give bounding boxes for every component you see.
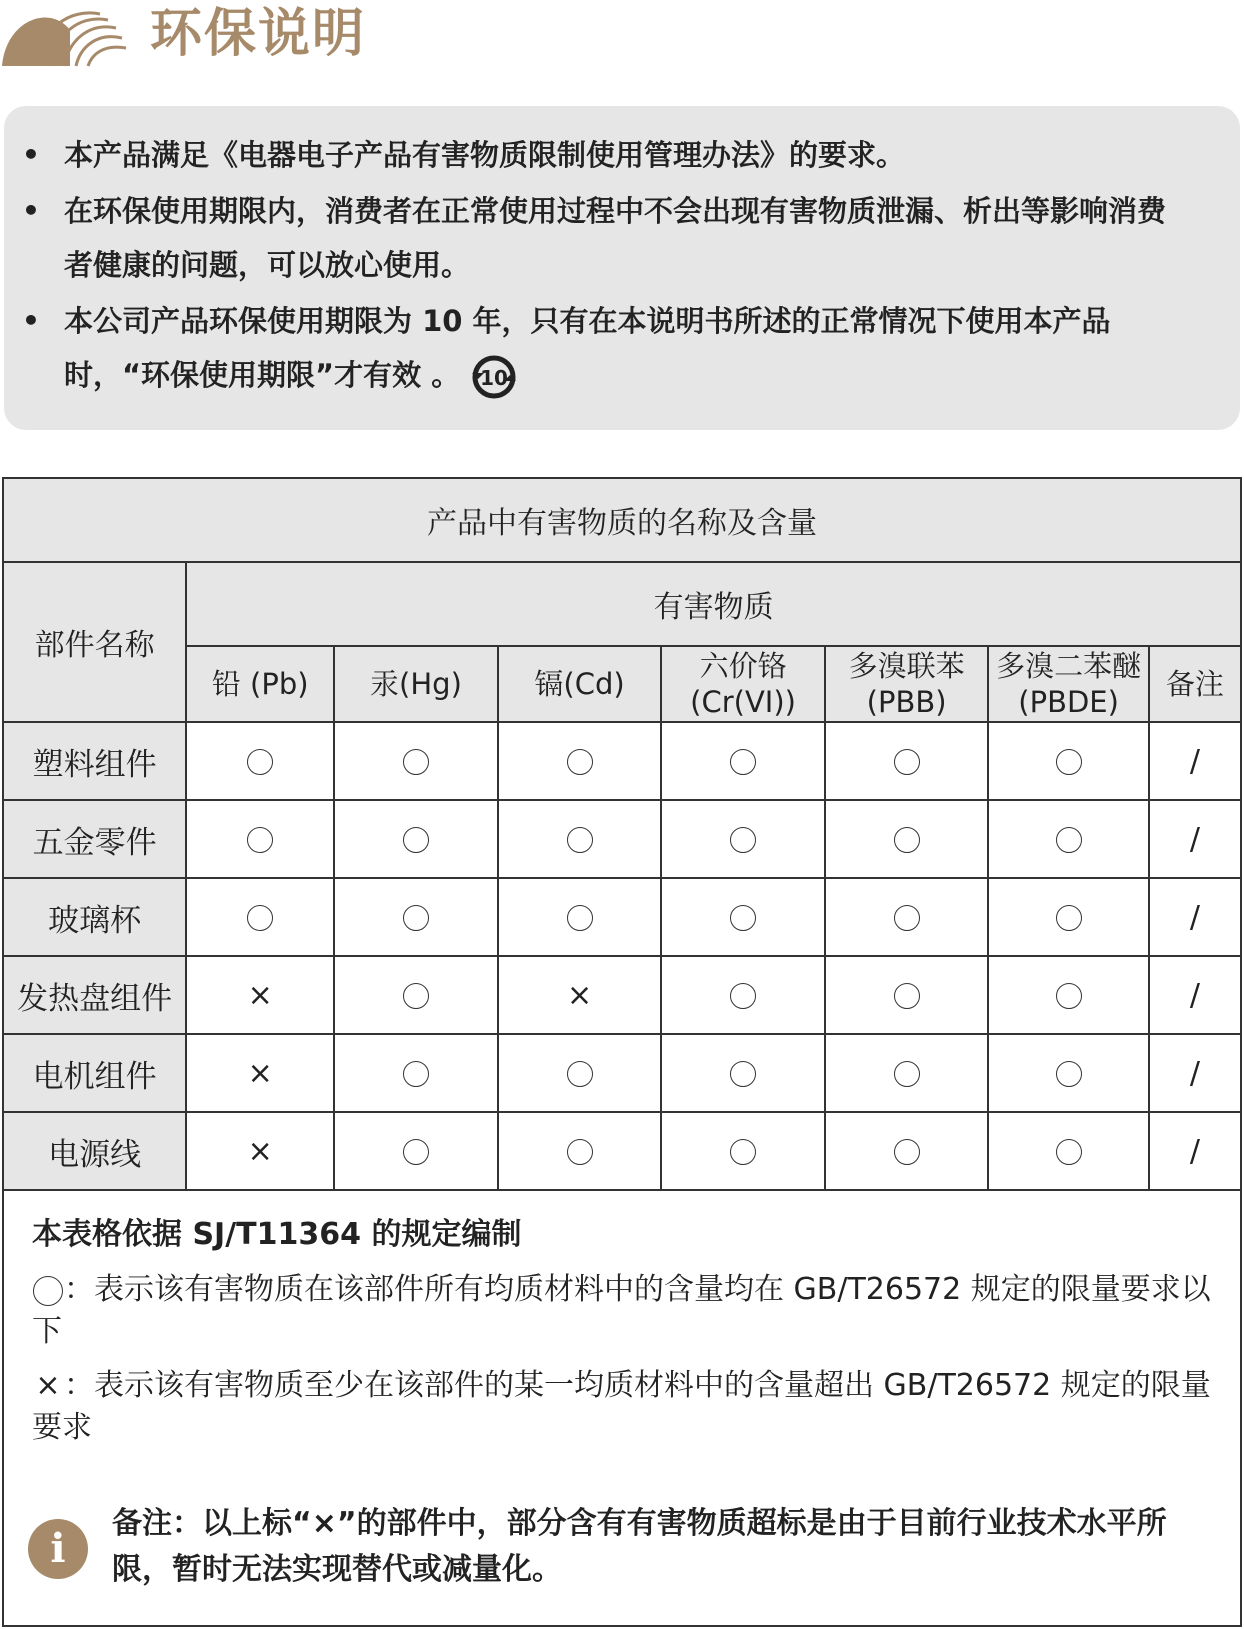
compliant-circle-icon	[186, 878, 334, 956]
circle-symbol-icon	[32, 1269, 64, 1311]
intro-list	[22, 128, 1180, 403]
table-row	[4, 956, 1240, 1034]
compliant-circle-icon	[988, 1112, 1148, 1190]
compliant-circle-icon	[825, 956, 989, 1034]
circle-legend: ：表示该有害物质在该部件所有均质材料中的含量均在 GB/T26572 规定的限量要求以下	[32, 1269, 1212, 1353]
compliant-circle-icon	[334, 800, 498, 878]
part-name-cell: 玻璃杯	[4, 878, 186, 956]
remark-cell: /	[1149, 1112, 1240, 1190]
intro-panel	[4, 106, 1240, 430]
compliant-circle-icon	[334, 956, 498, 1034]
part-name-cell: 塑料组件	[4, 722, 186, 800]
badge-number: 10	[480, 366, 509, 390]
exceeds-cross-mark: ×	[186, 956, 334, 1034]
bullet-icon: •	[22, 304, 40, 337]
table-row	[4, 800, 1240, 878]
page-header	[0, 0, 1244, 80]
table-caption: 产品中有害物质的名称及含量	[4, 479, 1240, 562]
table-row	[4, 878, 1240, 956]
brand-arc-logo-icon	[0, 0, 130, 70]
remark-cell: /	[1149, 1034, 1240, 1112]
column-header-pbb: 多溴联苯 (PBB)	[825, 646, 989, 722]
table-notes	[4, 1191, 1240, 1449]
compliant-circle-icon	[988, 878, 1148, 956]
remark-cell: /	[1149, 878, 1240, 956]
cross-symbol: ×	[35, 1368, 61, 1403]
exceeds-cross-mark: ×	[186, 1034, 334, 1112]
compliant-circle-icon	[988, 800, 1148, 878]
compliant-circle-icon	[498, 1034, 662, 1112]
column-header-cd: 镉(Cd)	[498, 646, 662, 722]
column-header-cr6: 六价铬 (Cr(VI))	[661, 646, 825, 722]
remark-box	[28, 1501, 1208, 1601]
column-header-pb: 铅 (Pb)	[186, 646, 334, 722]
part-name-cell: 五金零件	[4, 800, 186, 878]
compliant-circle-icon	[661, 800, 825, 878]
bullet-icon: •	[22, 194, 40, 227]
compliant-circle-icon	[825, 800, 989, 878]
compliant-circle-icon	[661, 722, 825, 800]
remark-text: 备注：以上标“×”的部件中，部分含有有害物质超标是由于目前行业技术水平所限，暂时无法实现替代或减量化。	[112, 1506, 1167, 1587]
hazardous-substance-group-header: 有害物质	[186, 562, 1240, 646]
compliant-circle-icon	[661, 1112, 825, 1190]
info-icon: i	[28, 1519, 88, 1579]
exceeds-cross-mark: ×	[498, 956, 662, 1034]
compliant-circle-icon	[334, 1034, 498, 1112]
compliant-circle-icon	[498, 800, 662, 878]
table-row	[4, 722, 1240, 800]
intro-item: • 本产品满足《电器电子产品有害物质限制使用管理办法》的要求。	[64, 128, 1180, 182]
remark-cell: /	[1149, 956, 1240, 1034]
hazardous-substance-table-frame	[2, 477, 1242, 1627]
compliant-circle-icon	[334, 878, 498, 956]
column-header-hg: 汞(Hg)	[334, 646, 498, 722]
column-header-pbde: 多溴二苯醚 (PBDE)	[988, 646, 1148, 722]
bullet-icon: •	[22, 138, 40, 171]
compliant-circle-icon	[498, 878, 662, 956]
compliant-circle-icon	[186, 800, 334, 878]
compliant-circle-icon	[988, 956, 1148, 1034]
compliant-circle-icon	[988, 722, 1148, 800]
remark-cell: /	[1149, 722, 1240, 800]
compliant-circle-icon	[661, 1034, 825, 1112]
compliant-circle-icon	[334, 722, 498, 800]
intro-item: • 本公司产品环保使用期限为 10 年，只有在本说明书所述的正常情况下使用本产品时，“环保使用期限”才有效 。 10	[64, 294, 1180, 403]
part-name-cell: 电源线	[4, 1112, 186, 1190]
table-row	[4, 1112, 1240, 1190]
environmental-protection-period-icon	[468, 351, 520, 403]
compliant-circle-icon	[498, 1112, 662, 1190]
compliant-circle-icon	[825, 1034, 989, 1112]
compliant-circle-icon	[661, 878, 825, 956]
hazardous-substance-table	[4, 479, 1240, 1191]
remark-cell: /	[1149, 800, 1240, 878]
compliant-circle-icon	[825, 722, 989, 800]
compliant-circle-icon	[186, 722, 334, 800]
column-header-remark: 备注	[1149, 646, 1240, 722]
compliant-circle-icon	[825, 1112, 989, 1190]
page-title: 环保说明	[150, 4, 367, 64]
cross-legend: × ：表示该有害物质至少在该部件的某一均质材料中的含量超出 GB/T26572 规定的限量要求	[32, 1365, 1212, 1449]
part-name-cell: 电机组件	[4, 1034, 186, 1112]
exceeds-cross-mark: ×	[186, 1112, 334, 1190]
part-name-cell: 发热盘组件	[4, 956, 186, 1034]
part-name-header: 部件名称	[4, 562, 186, 722]
intro-item: • 在环保使用期限内，消费者在正常使用过程中不会出现有害物质泄漏、析出等影响消费者健康的问题，可以放心使用。	[64, 184, 1180, 292]
compliant-circle-icon	[988, 1034, 1148, 1112]
compliant-circle-icon	[498, 722, 662, 800]
compliant-circle-icon	[825, 878, 989, 956]
compliant-circle-icon	[334, 1112, 498, 1190]
compliant-circle-icon	[661, 956, 825, 1034]
table-row	[4, 1034, 1240, 1112]
notes-title: 本表格依据 SJ/T11364 的规定编制	[32, 1217, 522, 1252]
